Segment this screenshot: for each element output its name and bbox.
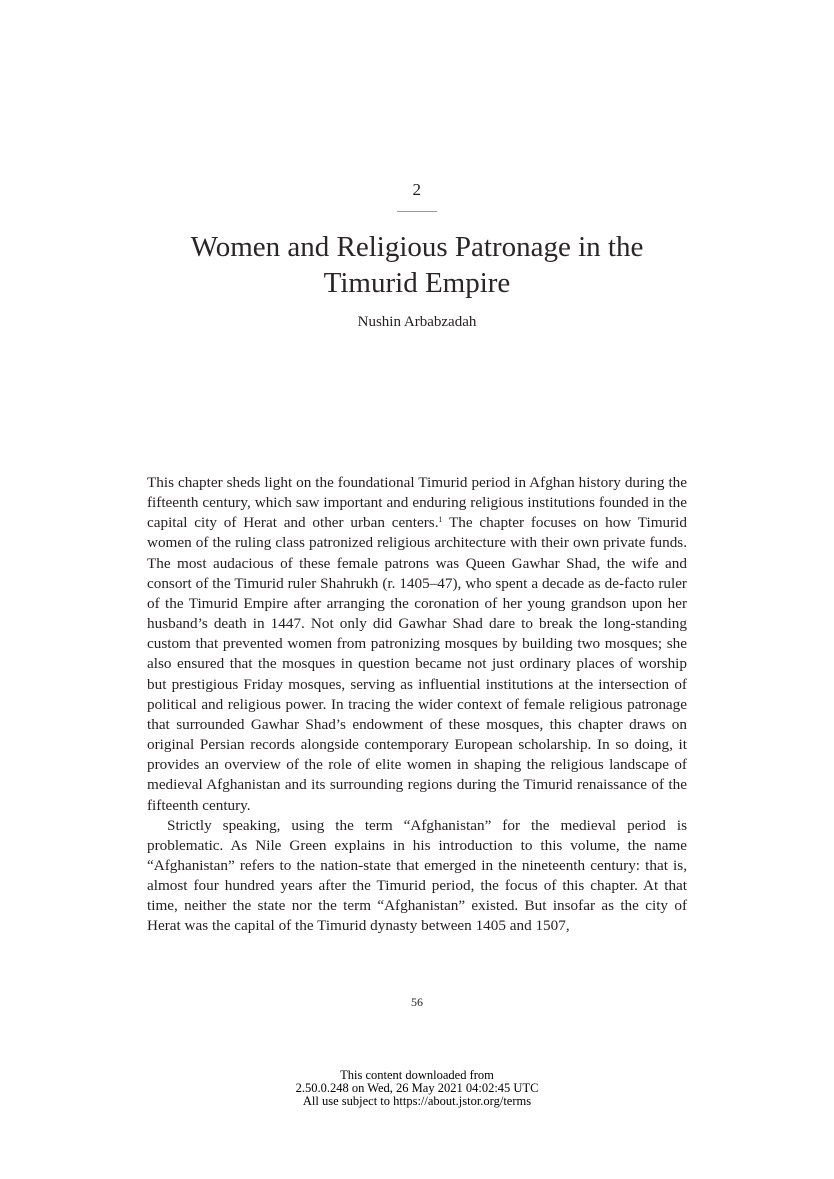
chapter-divider [397, 211, 437, 212]
jstor-notice-line-3[interactable]: All use subject to https://about.jstor.org/terms [302, 1094, 532, 1108]
chapter-author: Nushin Arbabzadah [357, 314, 477, 330]
chapter-title-line-2: Timurid Empire [323, 267, 511, 299]
jstor-notice [0, 1069, 834, 1108]
footnote-marker[interactable]: 1 [438, 515, 443, 525]
paragraph-2: Strictly speaking, using the term “Afghanistan” for the medieval period is problematic. As Nile Green explains in his introduction to this volume, the name “Afghanistan” refers to the nation-state that emerged in the nineteenth century: that is, almost four hundred years after the Timurid period, the focus of this chapter. At that time, neither the state nor the term “Afghanistan” existed. But insofar as the city of Herat was the capital of the Timurid dynasty between 1405 and 1507, [147, 816, 687, 935]
paragraph-1-part-1: This chapter sheds light on the foundational Timurid period in Afghan history during the fifteenth century, which saw important and enduring religious institutions founded in the capital city of Herat and other urban centers. [147, 474, 687, 532]
page-number: 56 [411, 995, 423, 1009]
jstor-notice-line-2: 2.50.0.248 on Wed, 26 May 2021 04:02:45 UTC [295, 1081, 539, 1095]
body-text [147, 473, 687, 937]
chapter-title-line-1: Women and Religious Patronage in the [190, 231, 644, 263]
jstor-notice-line-1: This content downloaded from [340, 1068, 494, 1082]
paragraph-1-part-2: The chapter focuses on how Timurid women of the ruling class patronized religious architecture with their own private funds. The most audacious of these female patrons was Queen Gawhar Shad, the wife and consort of the Timurid ruler Shahrukh (r. 1405–47), who spent a decade as de-facto ruler of the Timurid Empire after arranging the coronation of her young grandson upon her husband’s death in 1447. Not only did Gawhar Shad dare to break the long-standing custom that prevented women from patronizing mosques by building two mosques; she also ensured that the mosques in question became not just ordinary places of worship but prestigious Friday mosques, serving as influential institutions at the intersection of political and religious power. In tracing the wider context of female religious patronage that surrounded Gawhar Shad’s endowment of these mosques, this chapter draws on original Persian records alongside contemporary European scholarship. In so doing, it provides an overview of the role of elite women in shaping the religious landscape of medieval Afghanistan and its surrounding regions during the Timurid renaissance of the fifteenth century. [147, 514, 687, 814]
chapter-title [0, 229, 834, 301]
chapter-number: 2 [412, 180, 422, 199]
paragraph-1 [147, 473, 687, 816]
